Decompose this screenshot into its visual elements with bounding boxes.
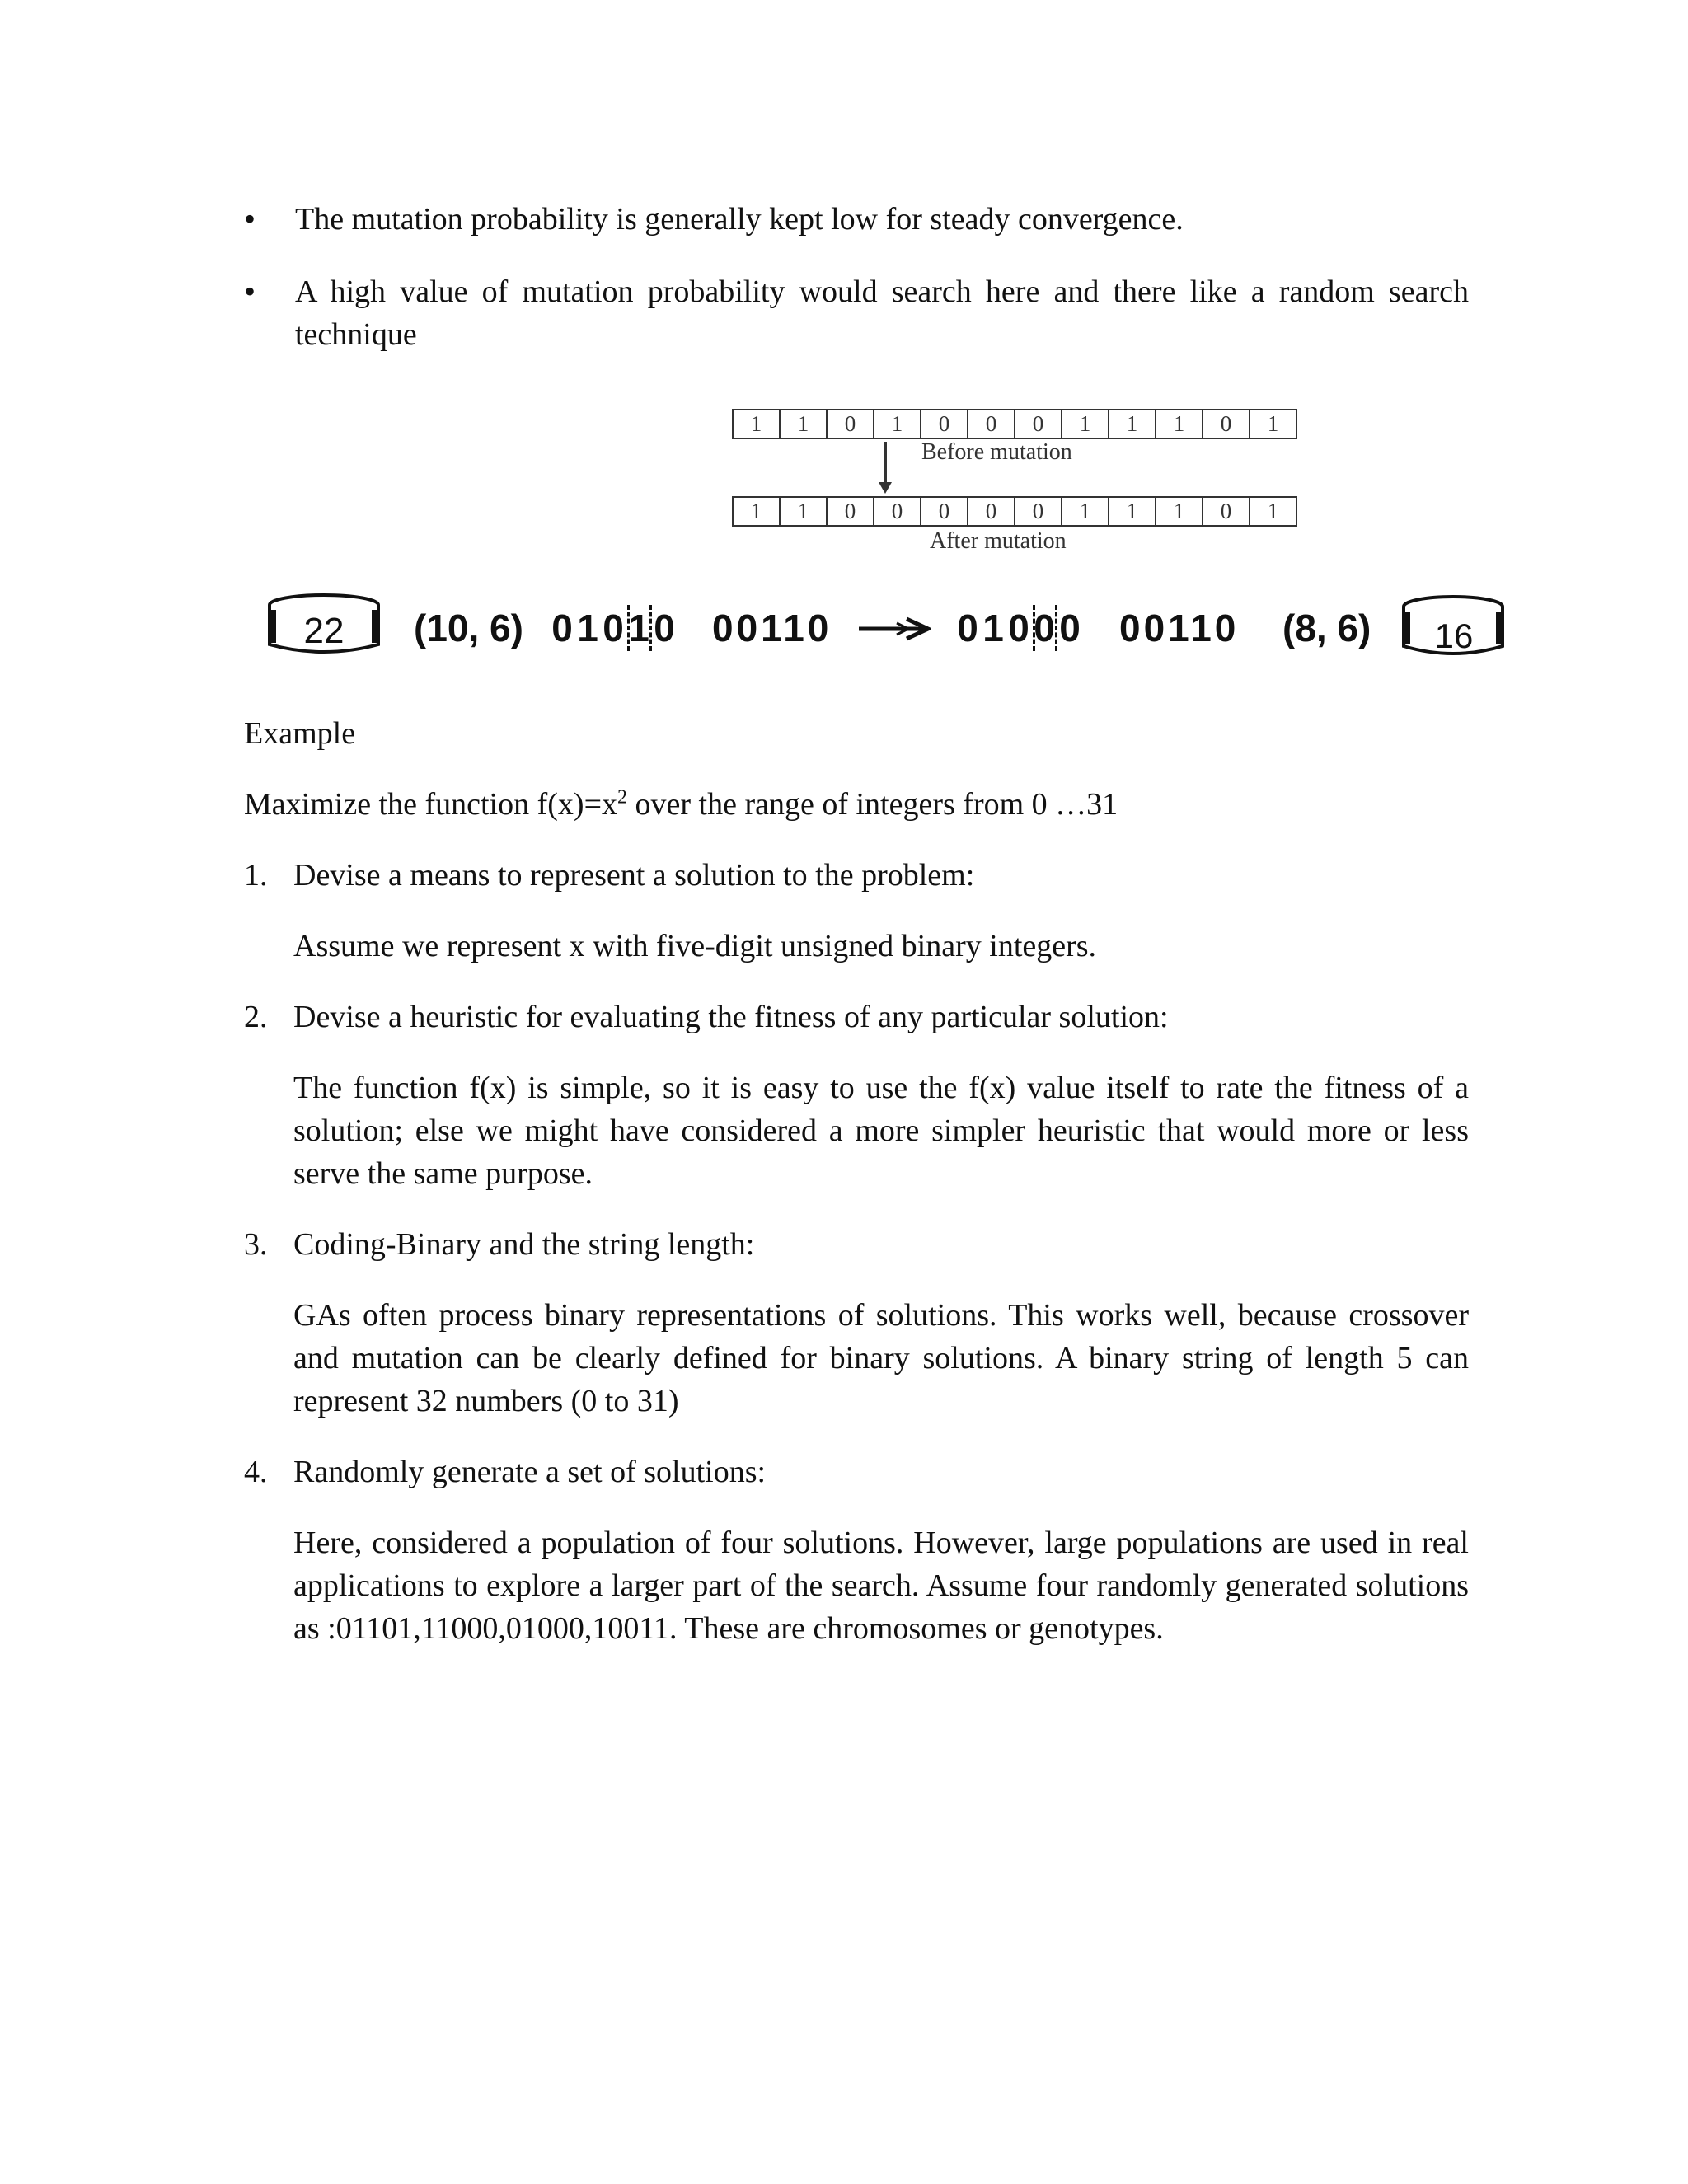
left-fitness-value: 22 — [303, 611, 345, 651]
bit-cell: 0 — [1015, 496, 1062, 527]
bullet-text: A high value of mutation probability would search here and there like a random search technique — [295, 274, 1469, 352]
bullet-icon — [244, 198, 256, 241]
bit-cell: 1 — [1109, 409, 1156, 439]
before-mutation-label: Before mutation — [921, 439, 1072, 465]
bit-cell: 0 — [1203, 496, 1250, 527]
bit-cell: 1 — [874, 409, 921, 439]
step-number: 4. — [244, 1455, 268, 1489]
bit: 0 — [654, 607, 675, 649]
bit: 0 — [1008, 607, 1029, 649]
bit-cell: 1 — [1062, 496, 1109, 527]
step-title: Coding-Binary and the string length: — [293, 1227, 755, 1262]
bullet-icon — [244, 270, 256, 314]
right-arrow-icon — [857, 616, 931, 641]
mutation-arrow-head — [879, 482, 892, 494]
after-mutation-label: After mutation — [930, 528, 1067, 554]
bit-cell: 0 — [921, 409, 968, 439]
step-body: GAs often process binary representations of solutions. This works well, because crossover and mutation can be clearly defined for binary solutions. A binary string of length 5 can represent 32 numbers (0 to 31) — [293, 1298, 1469, 1418]
mutated-bit: 0 — [1033, 603, 1056, 653]
example-statement — [244, 783, 1118, 826]
bit-cell: 0 — [828, 496, 874, 527]
step-title: Randomly generate a set of solutions: — [293, 1455, 767, 1489]
step-title: Devise a heuristic for evaluating the fitness of any particular solution: — [293, 1000, 1169, 1034]
statement-text-end: over the range of integers from 0 …31 — [627, 787, 1118, 822]
before-mutation-bits — [732, 409, 1297, 439]
bit: 0 — [603, 607, 624, 649]
bit-cell: 0 — [921, 496, 968, 527]
left-pair: (10, 6) — [414, 607, 523, 649]
statement-text: Maximize the function f(x)=x — [244, 787, 618, 822]
bit-cell: 1 — [734, 496, 781, 527]
after-mutation-bits — [732, 496, 1297, 527]
right-first-bits — [956, 603, 1084, 653]
bit: 0 — [957, 607, 978, 649]
step-body: The function f(x) is simple, so it is easy to use the f(x) value itself to rate the fitness of a solution; else we might have considered a more simpler heuristic that would more or less serve the same purpose. — [293, 1071, 1469, 1191]
left-second-bits: 00110 — [712, 607, 832, 649]
bit-cell: 1 — [1156, 409, 1203, 439]
mutated-bit: 1 — [627, 603, 650, 653]
bit-cell: 1 — [781, 409, 828, 439]
right-second-bits: 00110 — [1119, 607, 1240, 649]
right-fitness-value: 16 — [1434, 616, 1474, 655]
step-number: 3. — [244, 1227, 268, 1262]
bullet-text: The mutation probability is generally kept low for steady convergence. — [295, 202, 1184, 237]
bit: 1 — [982, 607, 1004, 649]
bit-cell: 1 — [734, 409, 781, 439]
step-body: Assume we represent x with five-digit unsigned binary integers. — [293, 929, 1097, 963]
step-body: Here, considered a population of four solutions. However, large populations are used in real applications to explore a larger part of the search. Assume four randomly generated solutions as :01101,11000,01000,10011. These are chromosomes or genotypes. — [293, 1526, 1469, 1646]
step-number: 2. — [244, 1000, 268, 1034]
statement-superscript: 2 — [617, 786, 628, 808]
step-title: Devise a means to represent a solution to the problem: — [293, 858, 975, 893]
bit-cell: 0 — [968, 409, 1015, 439]
bit: 0 — [1059, 607, 1081, 649]
bit-cell: 1 — [1250, 409, 1297, 439]
bit: 0 — [551, 607, 573, 649]
bit-cell: 1 — [781, 496, 828, 527]
left-first-bits — [551, 603, 678, 653]
bit-cell: 0 — [874, 496, 921, 527]
bit-cell: 0 — [968, 496, 1015, 527]
bit-cell: 1 — [1156, 496, 1203, 527]
bit: 1 — [577, 607, 598, 649]
step-number: 1. — [244, 858, 268, 893]
bit-cell: 1 — [1250, 496, 1297, 527]
bit-cell: 1 — [1109, 496, 1156, 527]
bit-cell: 0 — [1015, 409, 1062, 439]
bit-cell: 1 — [1062, 409, 1109, 439]
right-pair: (8, 6) — [1282, 607, 1372, 649]
example-heading: Example — [244, 716, 356, 751]
bit-cell: 0 — [828, 409, 874, 439]
mutation-arrow — [884, 442, 887, 486]
bit-cell: 0 — [1203, 409, 1250, 439]
